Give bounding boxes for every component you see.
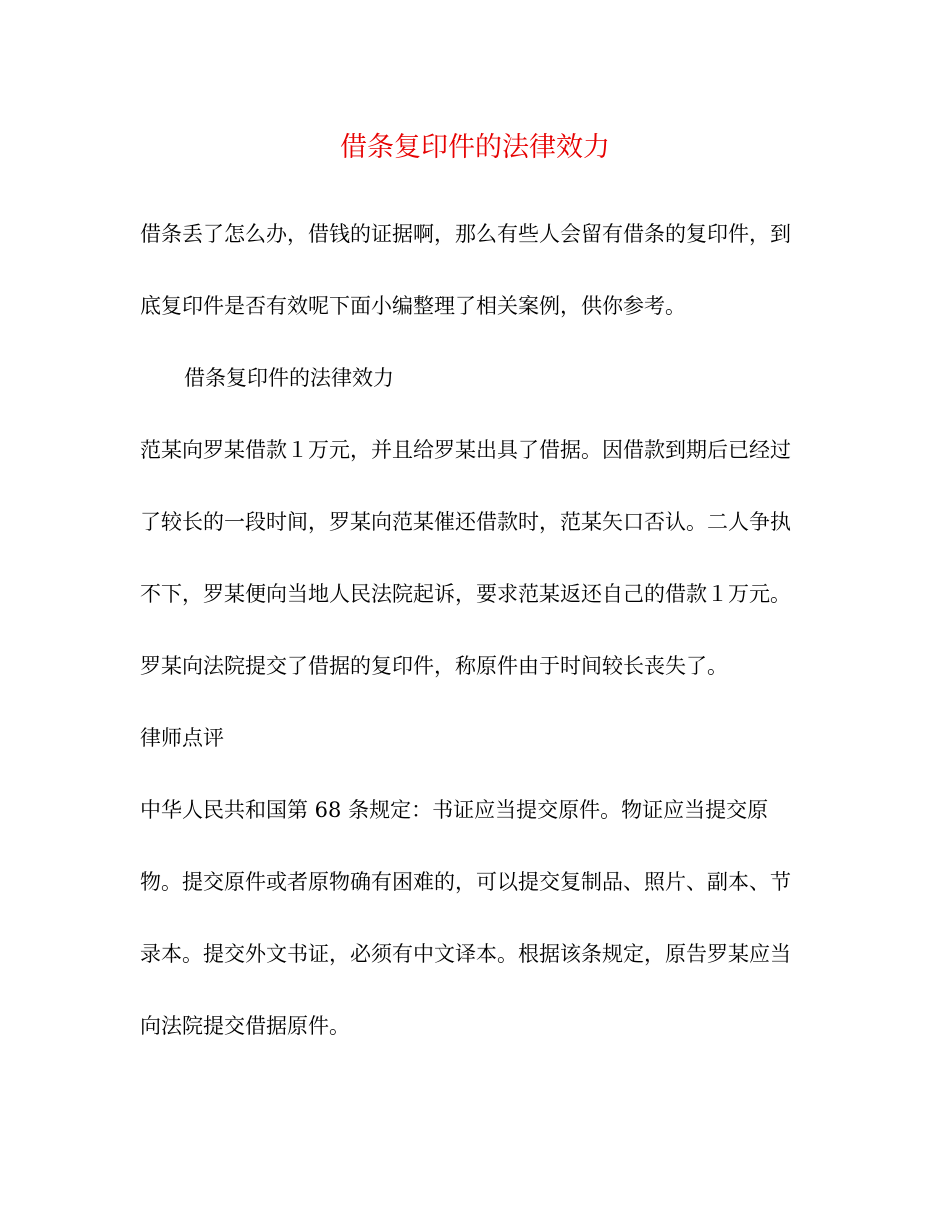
section-heading: 借条复印件的法律效力 — [184, 366, 394, 390]
paragraph-line: 不下，罗某便向当地人民法院起诉，要求范某返还自己的借款１万元。 — [140, 582, 791, 606]
document-body — [140, 212, 820, 1076]
paragraph-line: 底复印件是否有效呢下面小编整理了相关案例，供你参考。 — [140, 294, 686, 318]
paragraph-line: 向法院提交借据原件。 — [140, 1014, 350, 1038]
paragraph-line: 借条丢了怎么办，借钱的证据啊，那么有些人会留有借条的复印件，到 — [140, 222, 791, 246]
paragraph-line: 了较长的一段时间，罗某向范某催还借款时，范某矢口否认。二人争执 — [140, 510, 791, 534]
paragraph-line: 中华人民共和国第 68 条规定：书证应当提交原件。物证应当提交原 — [140, 798, 769, 822]
document-title: 借条复印件的法律效力 — [340, 132, 610, 163]
paragraph-line: 罗某向法院提交了借据的复印件，称原件由于时间较长丧失了。 — [140, 654, 728, 678]
section-heading: 律师点评 — [140, 726, 224, 750]
paragraph-line: 范某向罗某借款１万元，并且给罗某出具了借据。因借款到期后已经过 — [140, 438, 791, 462]
paragraph-line: 物。提交原件或者原物确有困难的，可以提交复制品、照片、副本、节 — [140, 870, 791, 894]
paragraph-line: 录本。提交外文书证，必须有中文译本。根据该条规定，原告罗某应当 — [140, 942, 791, 966]
